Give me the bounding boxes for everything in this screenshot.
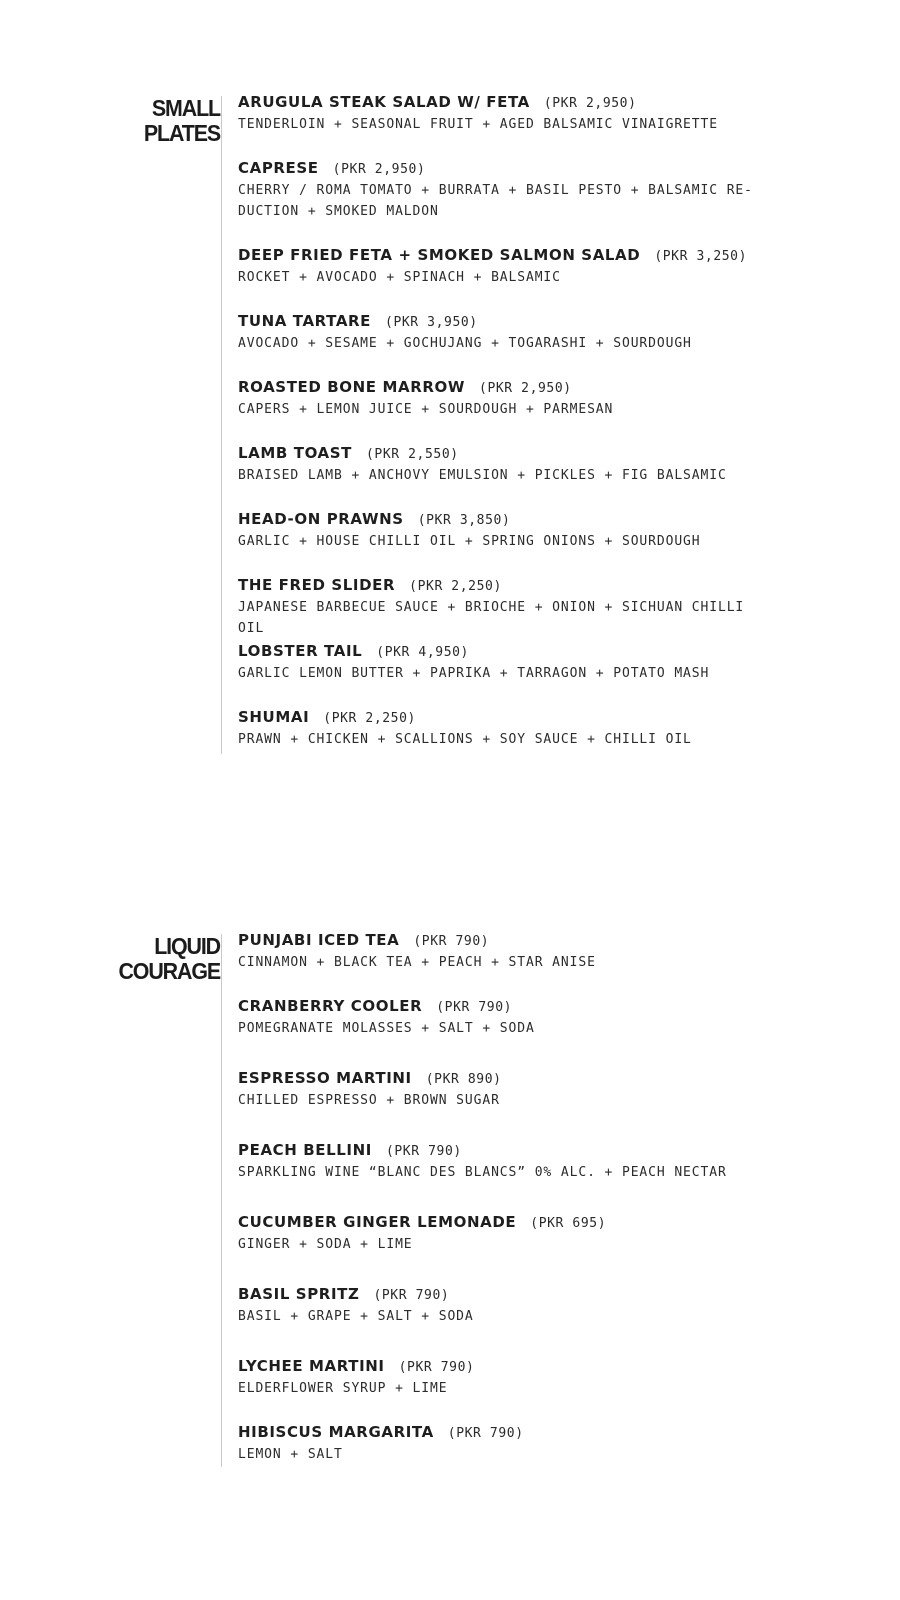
section-title-line: COURAGE <box>118 958 220 984</box>
item-description: CHILLED ESPRESSO + BROWN SUGAR <box>238 1093 500 1108</box>
item-price: (PKR 3,850) <box>417 513 511 528</box>
item-name: LAMB TOAST <box>238 444 352 462</box>
menu-item <box>238 575 778 639</box>
item-name: BASIL SPRITZ <box>238 1285 360 1303</box>
item-name: ROASTED BONE MARROW <box>238 378 466 396</box>
item-price: (PKR 2,950) <box>479 381 572 396</box>
item-name: THE FRED SLIDER <box>238 576 396 594</box>
item-description: AVOCADO + SESAME + GOCHUJANG + TOGARASHI + SOURDOUGH <box>238 336 692 351</box>
item-name: LYCHEE MARTINI <box>238 1357 385 1375</box>
menu-item <box>238 311 778 354</box>
item-price: (PKR 790) <box>447 1426 524 1441</box>
item-name: ESPRESSO MARTINI <box>238 1069 412 1087</box>
menu-item <box>238 641 778 684</box>
menu-item <box>238 1140 778 1183</box>
item-name: CRANBERRY COOLER <box>238 997 423 1015</box>
menu-item <box>238 707 778 750</box>
item-price: (PKR 2,950) <box>543 96 637 111</box>
item-description: GINGER + SODA + LIME <box>238 1237 413 1252</box>
item-description: TENDERLOIN + SEASONAL FRUIT + AGED BALSAMIC VINAIGRETTE <box>238 117 718 132</box>
item-description: PRAWN + CHICKEN + SCALLIONS + SOY SAUCE + CHILLI OIL <box>238 732 692 747</box>
item-description: CAPERS + LEMON JUICE + SOURDOUGH + PARMESAN <box>238 402 614 417</box>
section-title-line: SMALL <box>151 95 220 121</box>
item-price: (PKR 2,950) <box>332 162 426 177</box>
item-price: (PKR 3,950) <box>385 315 478 330</box>
item-name: HIBISCUS MARGARITA <box>238 1423 434 1441</box>
item-price: (PKR 2,250) <box>409 579 502 594</box>
item-price: (PKR 2,550) <box>365 447 459 462</box>
item-description: BRAISED LAMB + ANCHOVY EMULSION + PICKLES + FIG BALSAMIC <box>238 468 727 483</box>
section-title-line: LIQUID <box>154 933 220 959</box>
menu-item <box>238 158 778 222</box>
item-price: (PKR 695) <box>530 1216 607 1231</box>
section-title-line: PLATES <box>143 120 220 146</box>
item-name: ARUGULA STEAK SALAD W/ FETA <box>238 93 530 111</box>
item-price: (PKR 2,250) <box>323 711 416 726</box>
item-description: GARLIC + HOUSE CHILLI OIL + SPRING ONIONS + SOURDOUGH <box>238 534 701 549</box>
item-price: (PKR 790) <box>398 1360 475 1375</box>
menu-item <box>238 930 778 973</box>
item-name: CAPRESE <box>238 159 319 177</box>
item-description: JAPANESE BARBECUE SAUCE + BRIOCHE + ONION + SICHUAN CHILLI OIL <box>238 600 745 636</box>
vertical-divider <box>221 934 222 1467</box>
item-description: GARLIC LEMON BUTTER + PAPRIKA + TARRAGON + POTATO MASH <box>238 666 710 681</box>
item-description: ELDERFLOWER SYRUP + LIME <box>238 1381 448 1396</box>
menu-item <box>238 996 778 1039</box>
item-price: (PKR 790) <box>436 1000 513 1015</box>
item-description: BASIL + GRAPE + SALT + SODA <box>238 1309 474 1324</box>
item-name: PUNJABI ICED TEA <box>238 931 400 949</box>
section-title <box>71 96 220 146</box>
item-description: POMEGRANATE MOLASSES + SALT + SODA <box>238 1021 535 1036</box>
item-price: (PKR 790) <box>373 1288 450 1303</box>
menu-item <box>238 92 778 135</box>
menu-item <box>238 377 778 420</box>
menu-item <box>238 245 778 288</box>
menu-item <box>238 1284 778 1327</box>
item-description: LEMON + SALT <box>238 1447 343 1462</box>
item-price: (PKR 3,250) <box>654 249 748 264</box>
item-description: ROCKET + AVOCADO + SPINACH + BALSAMIC <box>238 270 561 285</box>
item-name: LOBSTER TAIL <box>238 642 363 660</box>
item-price: (PKR 790) <box>413 934 490 949</box>
item-name: SHUMAI <box>238 708 310 726</box>
item-name: CUCUMBER GINGER LEMONADE <box>238 1213 517 1231</box>
menu-item <box>238 1422 778 1465</box>
item-price: (PKR 4,950) <box>376 645 469 660</box>
menu-item <box>238 443 778 486</box>
item-name: TUNA TARTARE <box>238 312 372 330</box>
vertical-divider <box>221 96 222 754</box>
section-title <box>71 934 220 984</box>
item-description: SPARKLING WINE “BLANC DES BLANCS” 0% ALC. + PEACH NECTAR <box>238 1165 727 1180</box>
item-name: HEAD-ON PRAWNS <box>238 510 404 528</box>
menu-item <box>238 1068 778 1111</box>
item-name: PEACH BELLINI <box>238 1141 372 1159</box>
item-description: CINNAMON + BLACK TEA + PEACH + STAR ANISE <box>238 955 596 970</box>
item-name: DEEP FRIED FETA + SMOKED SALMON SALAD <box>238 246 641 264</box>
item-price: (PKR 790) <box>385 1144 462 1159</box>
menu-item <box>238 1356 778 1399</box>
menu-item <box>238 1212 778 1255</box>
menu-item <box>238 509 778 552</box>
item-description: CHERRY / ROMA TOMATO + BURRATA + BASIL PESTO + BALSAMIC RE-DUCTION + SMOKED MALDON <box>238 183 753 219</box>
item-price: (PKR 890) <box>425 1072 502 1087</box>
